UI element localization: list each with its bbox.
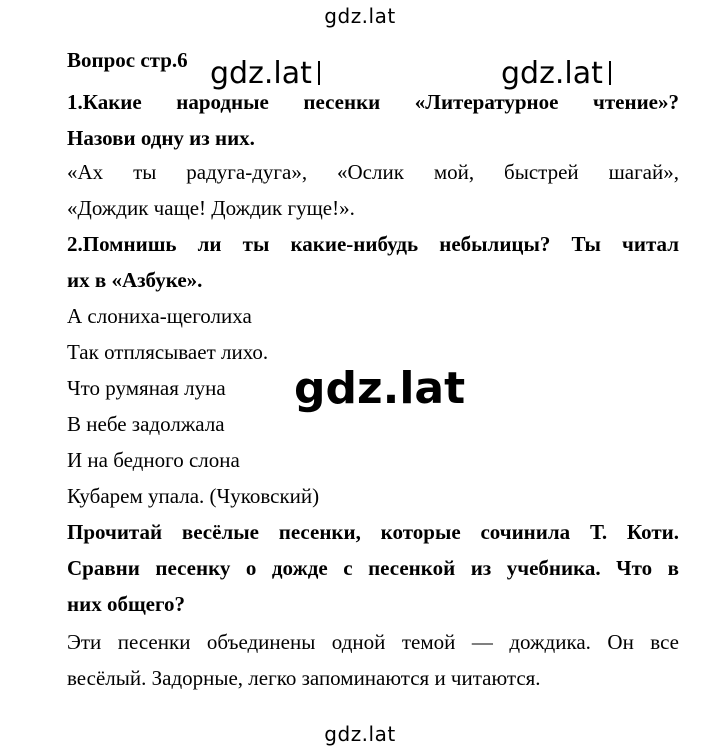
- question-3-line-3: них общего?: [67, 592, 186, 616]
- poem-line: Кубарем упала. (Чуковский): [67, 484, 320, 508]
- question-1-line-2: Назови одну из них.: [67, 126, 255, 150]
- watermark-right: [501, 56, 611, 91]
- poem-line: Так отплясывает лихо.: [67, 340, 269, 364]
- poem-line: Что румяная луна: [67, 376, 226, 400]
- poem-line: И на бедного слона: [67, 448, 240, 472]
- watermark-bottom: gdz.lat: [324, 722, 396, 746]
- question-3-line-2: Сравни песенку о дожде с песенкой из учебника. Что в: [67, 556, 679, 580]
- watermark-left-text: gdz.lat: [210, 56, 312, 91]
- watermark-cursor-mark: [609, 61, 611, 85]
- watermark-top: gdz.lat: [324, 4, 396, 28]
- answer-1-line-1: «Ах ты радуга-дуга», «Ослик мой, быстрей шагай»,: [67, 160, 679, 184]
- answer-3-line-1: Эти песенки объединены одной темой — дождика. Он все: [67, 630, 679, 654]
- question-heading: Вопрос стр.6: [67, 48, 188, 72]
- question-2-line-1: 2.Помнишь ли ты какие-нибудь небылицы? Ты читал: [67, 232, 679, 256]
- question-2-line-2: их в «Азбуке».: [67, 268, 203, 292]
- poem-line: В небе задолжала: [67, 412, 225, 436]
- watermark-left: [210, 56, 320, 91]
- watermark-cursor-mark: [318, 61, 320, 85]
- poem-line: А слониха-щеголиха: [67, 304, 252, 328]
- answer-1-line-2: «Дождик чаще! Дождик гуще!».: [67, 196, 355, 220]
- watermark-center: gdz.lat: [294, 363, 466, 414]
- answer-3-line-2: весёлый. Задорные, легко запоминаются и читаются.: [67, 666, 541, 690]
- question-1-line-1: 1.Какие народные песенки «Литературное чтение»?: [67, 90, 679, 114]
- watermark-right-text: gdz.lat: [501, 56, 603, 91]
- question-3-line-1: Прочитай весёлые песенки, которые сочинила Т. Коти.: [67, 520, 679, 544]
